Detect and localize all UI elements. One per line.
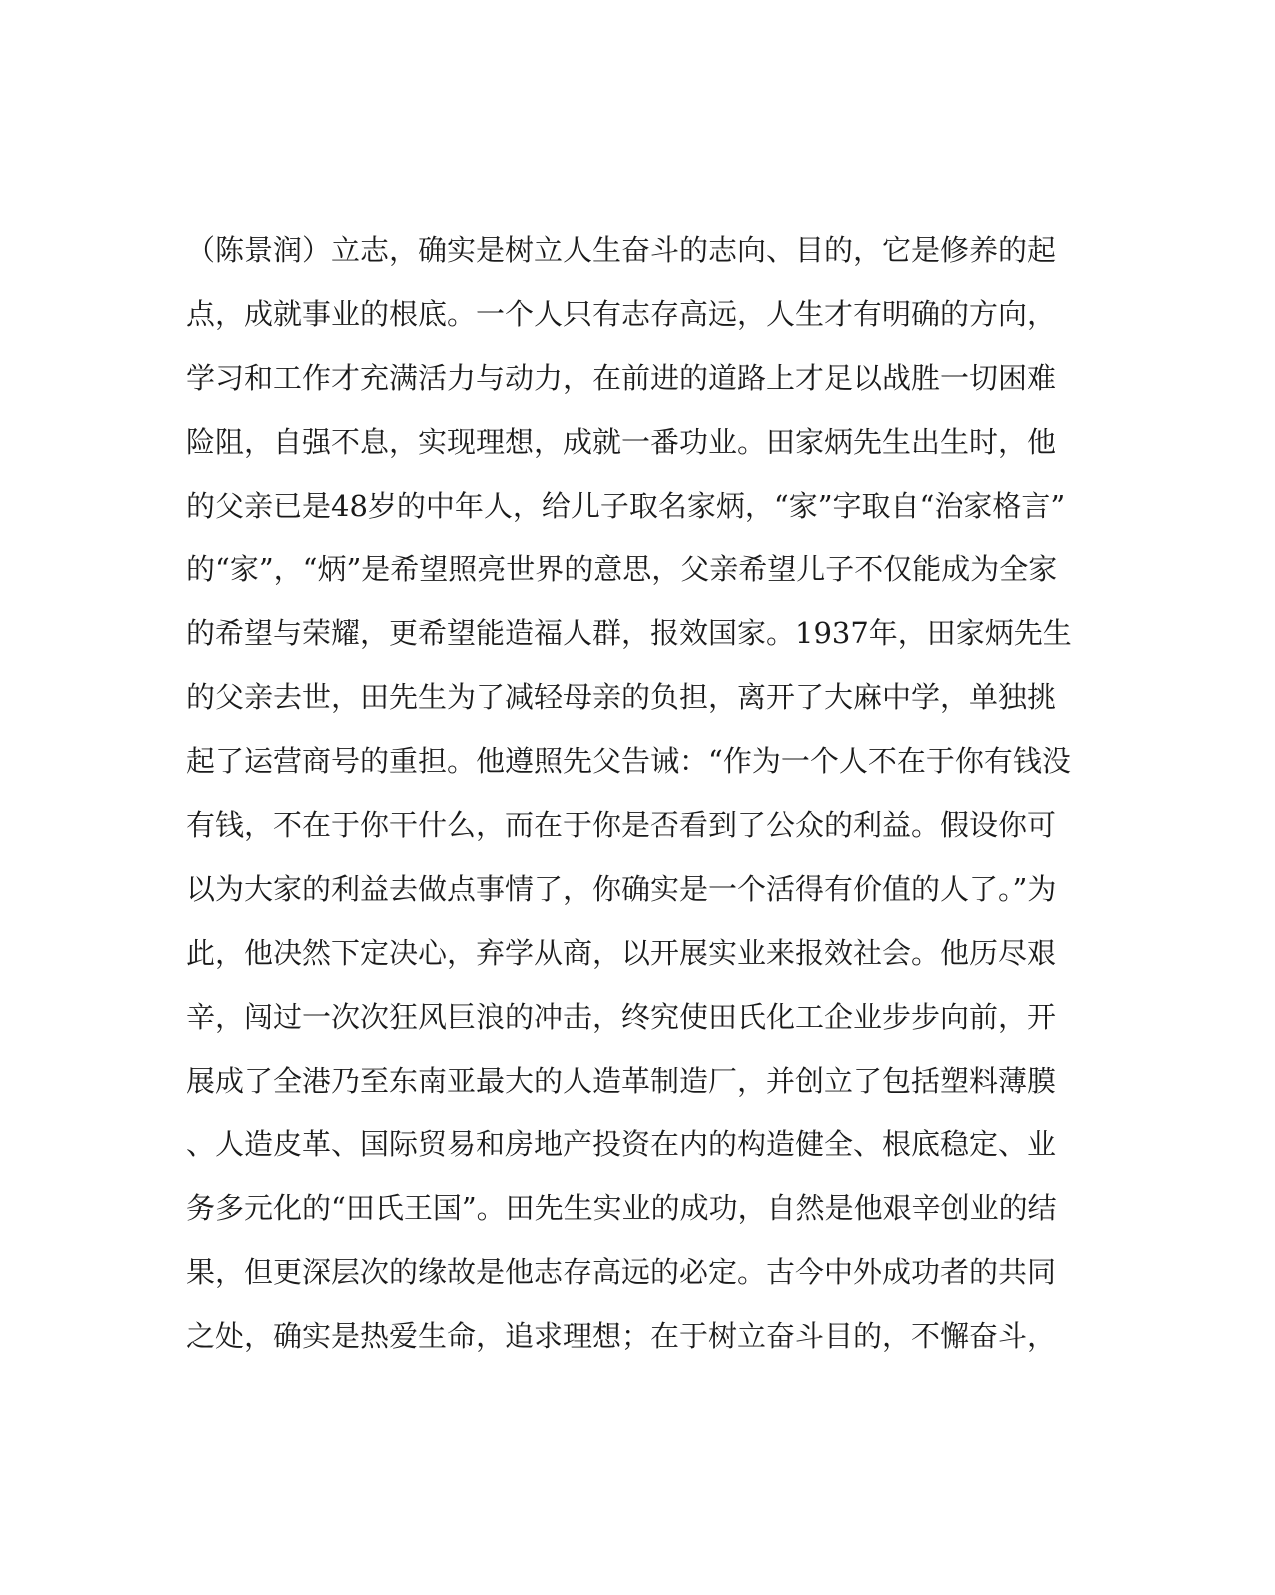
text-line: 展成了全港乃至东南亚最大的人造革制造厂，并创立了包括塑料薄膜 [186, 1063, 1057, 1098]
text-line: 、人造皮革、国际贸易和房地产投资在内的构造健全、根底稳定、业 [186, 1127, 1057, 1162]
text-line: 的希望与荣耀，更希望能造福人群，报效国家。1937年，田家炳先生 [186, 616, 1072, 651]
text-line: 学习和工作才充满活力与动力，在前进的道路上才足以战胜一切困难 [186, 360, 1057, 395]
text-line: 务多元化的“田氏王国”。田先生实业的成功，自然是他艰辛创业的结 [186, 1191, 1057, 1226]
text-line: （陈景润）立志，确实是树立人生奋斗的志向、目的，它是修养的起 [186, 233, 1057, 267]
text-line: 以为大家的利益去做点事情了，你确实是一个活得有价值的人了。”为 [186, 871, 1057, 906]
text-line: 此，他决然下定决心，弃学从商，以开展实业来报效社会。他历尽艰 [186, 935, 1057, 970]
text-line: 险阻，自强不息，实现理想，成就一番功业。田家炳先生出生时，他 [186, 424, 1057, 459]
text-line: 辛，闯过一次次狂风巨浪的冲击，终究使田氏化工企业步步向前，开 [186, 999, 1057, 1034]
text-line: 果，但更深层次的缘故是他志存高远的必定。古今中外成功者的共同 [186, 1255, 1057, 1290]
text-line: 有钱，不在于你干什么，而在于你是否看到了公众的利益。假设你可 [186, 808, 1057, 843]
text-line: 的父亲去世，田先生为了减轻母亲的负担，离开了大麻中学，单独挑 [186, 680, 1057, 715]
text-line: 的“家”，“炳”是希望照亮世界的意思，父亲希望儿子不仅能成为全家 [186, 552, 1058, 587]
text-line: 起了运营商号的重担。他遵照先父告诫：“作为一个人不在于你有钱没 [186, 744, 1071, 779]
text-line: 的父亲已是48岁的中年人，给儿子取名家炳，“家”字取自“治家格言” [186, 488, 1066, 523]
text-line: 之处，确实是热爱生命，追求理想；在于树立奋斗目的，不懈奋斗， [186, 1319, 1057, 1354]
text-line: 点，成就事业的根底。一个人只有志存高远，人生才有明确的方向， [186, 296, 1057, 331]
body-paragraph [186, 223, 1086, 1373]
